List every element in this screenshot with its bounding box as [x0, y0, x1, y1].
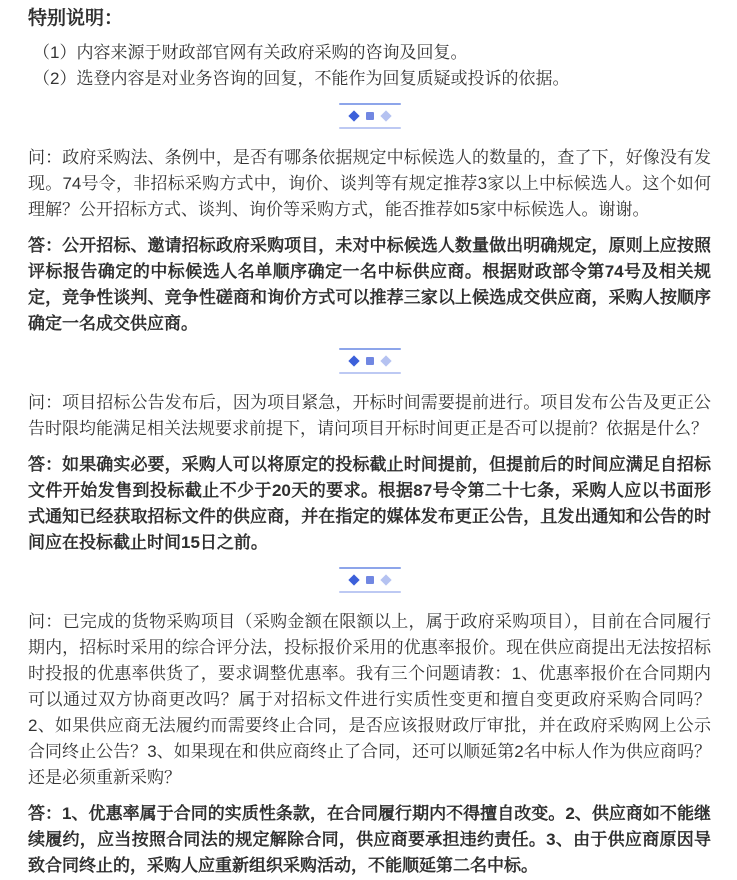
square-medium-icon	[366, 357, 374, 365]
qa-section-1	[28, 145, 711, 337]
question-text: 问：已完成的货物采购项目（采购金额在限额以上，属于政府采购项目），目前在合同履行期内，招标时采用的综合评分法，投标报价采用的优惠率报价。现在供应商提出无法按招标时投报的优惠率供货了，要求调整优惠率。我有三个问题请教：1、优惠率报价在合同期内可以通过双方协商更改吗？属于对招标文件进行实质性变更和擅自变更政府采购合同吗？2、如果供应商无法履约而需要终止合同，是否应该报财政厅审批，并在政府采购网上公示合同终止公告？3、如果现在和供应商终止了合同，还可以顺延第2名中标人作为供应商吗？还是必须重新采购？	[28, 612, 711, 787]
answer-text: 答：公开招标、邀请招标政府采购项目，未对中标候选人数量做出明确规定，原则上应按照评标报告确定的中标候选人名单顺序确定一名中标供应商。根据财政部令第74号及相关规定，竞争性谈判、竞争性磋商和询价方式可以推荐三家以上候选成交供应商，采购人按顺序确定一名成交供应商。	[28, 236, 711, 333]
section-divider	[339, 348, 401, 374]
diamond-dark-icon	[348, 355, 359, 366]
page-title: 特别说明：	[28, 8, 124, 29]
divider-ornament	[339, 569, 401, 591]
diamond-dark-icon	[348, 574, 359, 585]
divider-ornament	[339, 350, 401, 372]
note-item-1: （1）内容来源于财政部官网有关政府采购的咨询及回复。	[33, 43, 468, 62]
question-text: 问：项目招标公告发布后，因为项目紧急，开标时间需要提前进行。项目发布公告及更正公告时限均能满足相关法规要求前提下，请问项目开标时间更正是否可以提前？依据是什么？	[28, 393, 711, 438]
answer-text: 答：如果确实必要，采购人可以将原定的投标截止时间提前，但提前后的时间应满足自招标文件开始发售到投标截止不少于20天的要求。根据87号令第二十七条，采购人应以书面形式通知已经获取招标文件的供应商，并在指定的媒体发布更正公告，且发出通知和公告的时间应在投标截止时间15日之前。	[28, 455, 711, 552]
section-divider	[339, 567, 401, 593]
note-item-2: （2）选登内容是对业务咨询的回复，不能作为回复质疑或投诉的依据。	[33, 69, 570, 88]
square-medium-icon	[366, 112, 374, 120]
divider-bottom-line	[339, 372, 401, 374]
qa-section-2	[28, 390, 711, 556]
answer-text: 答：1、优惠率属于合同的实质性条款，在合同履行期内不得擅自改变。2、供应商如不能继续履约，应当按照合同法的规定解除合同，供应商要承担违约责任。3、由于供应商原因导致合同终止的，采购人应重新组织采购活动，不能顺延第二名中标。	[28, 804, 711, 875]
diamond-light-icon	[380, 574, 391, 585]
diamond-dark-icon	[348, 110, 359, 121]
special-notes	[28, 40, 711, 92]
section-divider	[339, 103, 401, 129]
diamond-light-icon	[380, 110, 391, 121]
divider-bottom-line	[339, 591, 401, 593]
divider-ornament	[339, 105, 401, 127]
diamond-light-icon	[380, 355, 391, 366]
qa-section-3	[28, 609, 711, 879]
square-medium-icon	[366, 576, 374, 584]
question-text: 问：政府采购法、条例中，是否有哪条依据规定中标候选人的数量的，查了下，好像没有发现。74号令，非招标采购方式中，询价、谈判等有规定推荐3家以上中标候选人。这个如何理解？公开招标方式、谈判、询价等采购方式，能否推荐如5家中标候选人。谢谢。	[28, 148, 711, 219]
divider-bottom-line	[339, 127, 401, 129]
